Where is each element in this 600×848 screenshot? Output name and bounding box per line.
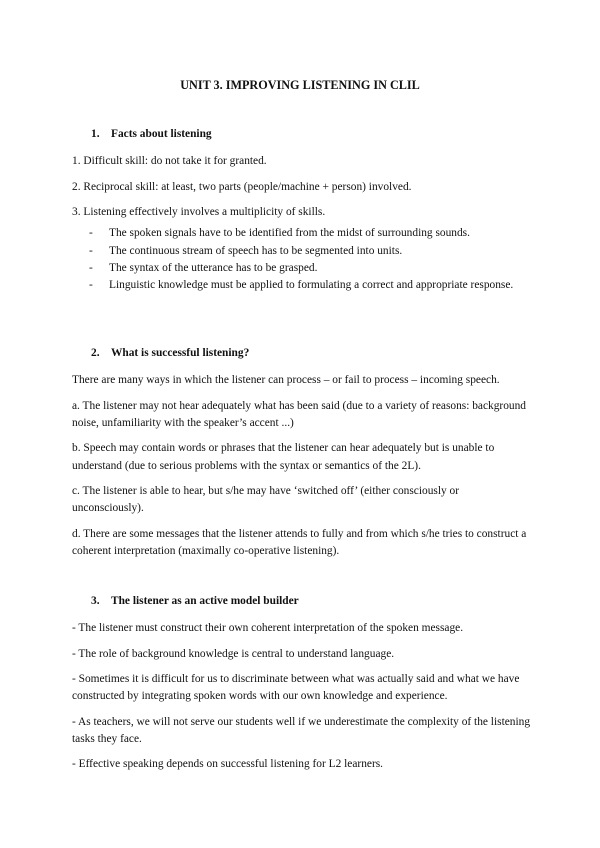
paragraph: b. Speech may contain words or phrases that the listener can hear adequately but is unable to understand (due to serious problems with the syntax or semantics of the 2L). xyxy=(72,442,495,472)
paragraph: - The listener must construct their own coherent interpretation of the spoken message. xyxy=(72,622,464,635)
paragraph: 1. Difficult skill: do not take it for granted. xyxy=(72,155,267,168)
paragraph: c. The listener is able to hear, but s/he may have ‘switched off’ (either consciously or unconsciously). xyxy=(72,484,460,515)
list-item: - The syntax of the utterance has to be grasped. xyxy=(89,261,318,274)
section-active-model-builder xyxy=(72,593,532,782)
paragraph: - Effective speaking depends on successful listening for L2 learners. xyxy=(72,758,384,771)
section-facts-about-listening xyxy=(72,126,532,295)
list-item: - The spoken signals have to be identified from the midst of surrounding sounds. xyxy=(89,227,470,240)
page-title: UNIT 3. IMPROVING LISTENING IN CLIL xyxy=(180,78,420,92)
skills-list xyxy=(72,225,532,294)
section-heading: 1. Facts about listening xyxy=(91,128,212,140)
section-heading: 3. The listener as an active model builder xyxy=(91,595,299,607)
section-successful-listening xyxy=(72,345,532,568)
paragraph: - Sometimes it is difficult for us to discriminate between what was actually said and what we have constructed by integrating spoken words with our own knowledge and experience. xyxy=(72,672,520,703)
paragraph: d. There are some messages that the listener attends to fully and from which s/he tries to construct a coherent interpretation (maximally co-operative listening). xyxy=(72,527,527,557)
paragraph: 3. Listening effectively involves a multiplicity of skills. xyxy=(72,205,326,218)
section-heading: 2. What is successful listening? xyxy=(91,347,250,359)
list-item: - The continuous stream of speech has to be segmented into units. xyxy=(89,244,403,257)
paragraph: a. The listener may not hear adequately what has been said (due to a variety of reasons: background noise, unfamiliarity with the speaker’s accent ...) xyxy=(72,399,526,429)
paragraph: - As teachers, we will not serve our students well if we underestimate the complexity of the listening tasks they face. xyxy=(72,715,531,745)
list-item: - Linguistic knowledge must be applied to formulating a correct and appropriate response. xyxy=(89,279,514,292)
paragraph: - The role of background knowledge is central to understand language. xyxy=(72,647,395,660)
paragraph: There are many ways in which the listener can process – or fail to process – incoming speech. xyxy=(72,374,500,387)
paragraph: 2. Reciprocal skill: at least, two parts (people/machine + person) involved. xyxy=(72,180,412,193)
